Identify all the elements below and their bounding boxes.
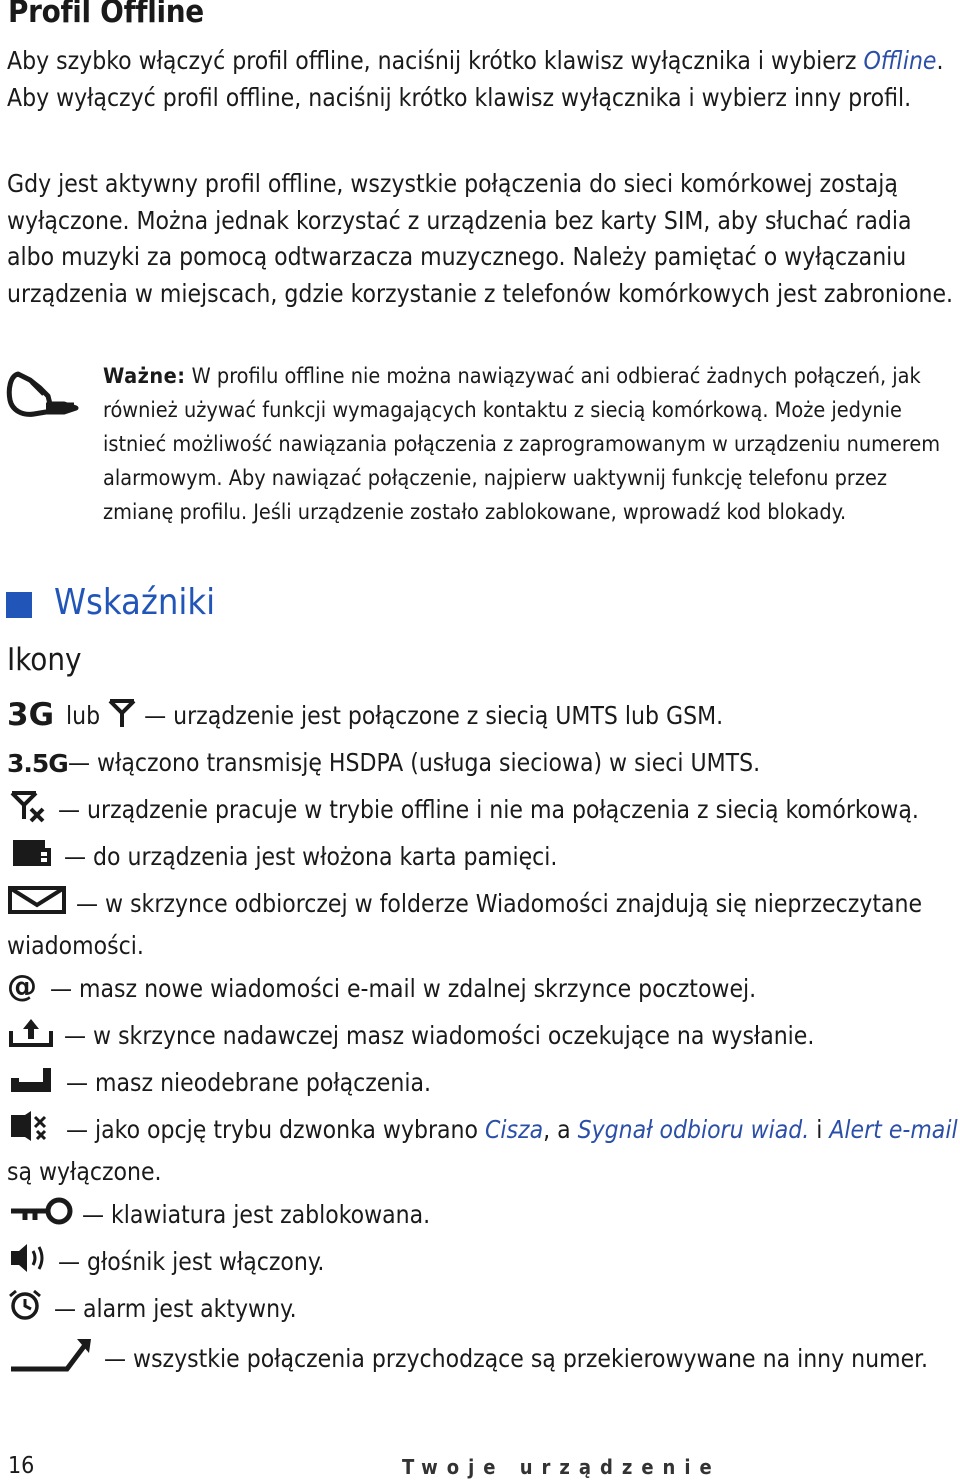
message-tone-option: Sygnał odbioru wiad. xyxy=(577,1115,810,1144)
paragraph-offline-toggle xyxy=(7,43,955,116)
indicator-text: — klawiatura jest zablokowana. xyxy=(82,1200,431,1229)
indicator-text: — w skrzynce odbiorczej w folderze Wiadomości znajdują się nieprzeczytane wiadomości. xyxy=(7,889,923,960)
indicator-text: — do urządzenia jest włożona karta pamięci. xyxy=(64,842,558,871)
antenna-icon xyxy=(107,695,137,739)
indicator-row xyxy=(7,1015,959,1059)
cisza-option: Cisza xyxy=(485,1115,544,1144)
indicator-row xyxy=(7,968,959,1012)
indicator-row xyxy=(7,883,959,964)
email-alert-option: Alert e-mail xyxy=(829,1115,958,1144)
offline-antenna-icon xyxy=(7,789,51,833)
indicator-text: — alarm jest aktywny. xyxy=(54,1294,297,1323)
indicator-text: są wyłączone. xyxy=(7,1157,162,1186)
key-icon xyxy=(7,1194,75,1238)
section-title: Wskaźniki xyxy=(54,582,216,623)
page-number: 16 xyxy=(8,1453,35,1479)
text-segment: . Aby wyłączyć profil offline, naciśnij krótko klawisz wyłącznika i wybierz inny profil. xyxy=(7,46,944,112)
indicator-text: — włączono transmisję HSDPA (usługa sieciowa) w sieci UMTS. xyxy=(68,748,761,777)
indicator-text: — w skrzynce nadawczej masz wiadomości oczekujące na wysłanie. xyxy=(64,1021,815,1050)
indicator-row xyxy=(7,1241,959,1285)
important-note xyxy=(103,360,958,530)
indicator-row xyxy=(7,1194,959,1238)
svg-text:3G: 3G xyxy=(7,697,55,733)
indicator-row xyxy=(7,1109,959,1190)
indicator-text: i xyxy=(809,1115,830,1144)
3g-icon xyxy=(7,695,59,739)
text-segment: Aby szybko włączyć profil offline, naciśnij krótko klawisz wyłącznika i wybierz xyxy=(7,46,864,75)
indicator-text: — masz nowe wiadomości e-mail w zdalnej skrzynce pocztowej. xyxy=(50,974,757,1003)
paragraph-offline-description: Gdy jest aktywny profil offline, wszystkie połączenia do sieci komórkowej zostają wyłączone. Można jednak korzystać z urządzenia bez karty SIM, aby słuchać radia albo muzyki za pomocą odtwarzacza muzycznego. Należy pamiętać o wyłączaniu urządzenia w miejscach, gdzie korzystanie z telefonów komórkowych jest zabronione. xyxy=(7,169,954,309)
at-icon xyxy=(7,968,43,1012)
divert-icon xyxy=(7,1335,97,1385)
important-text: W profilu offline nie można nawiązywać ani odbierać żadnych połączeń, jak również używać funkcji wymagających kontaktu z siecią komórkową. Może jedynie istnieć możliwość nawiązania połączenia z zaprogramowanym w urządzeniu numerem alarmowym. Aby nawiązać połączenie, najpierw uaktywnij funkcję telefonu przez zmianę profilu. Jeśli urządzenie zostało zablokowane, wprowadź kod blokady. xyxy=(103,364,941,525)
section-marker-square xyxy=(6,592,32,618)
offline-link: Offline xyxy=(863,46,937,75)
indicator-row xyxy=(7,1335,959,1385)
indicator-text: — głośnik jest włączony. xyxy=(58,1247,325,1276)
subsection-title: Ikony xyxy=(7,642,82,678)
indicator-text: , a xyxy=(543,1115,578,1144)
indicator-row xyxy=(7,1288,959,1332)
chapter-title: Twoje urządzenie xyxy=(402,1455,721,1479)
pointing-hand-icon xyxy=(6,368,78,424)
important-label: Ważne: xyxy=(103,364,186,389)
indicator-row xyxy=(7,836,959,880)
outbox-icon xyxy=(7,1015,57,1059)
page-title: Profil Offline xyxy=(8,0,204,30)
indicator-row xyxy=(7,695,959,739)
alarm-icon xyxy=(7,1288,47,1332)
indicator-text: — jako opcję trybu dzwonka wybrano xyxy=(66,1115,486,1144)
speaker-icon xyxy=(7,1241,51,1285)
svg-text:3.5G: 3.5G xyxy=(7,749,68,778)
indicator-text: — wszystkie połączenia przychodzące są przekierowywane na inny numer. xyxy=(104,1344,928,1373)
missed-call-icon xyxy=(7,1062,59,1106)
indicator-text: — urządzenie jest połączone z siecią UMTS lub GSM. xyxy=(144,701,724,730)
3-5g-icon xyxy=(7,742,68,786)
silent-icon xyxy=(7,1109,59,1153)
section-header xyxy=(6,582,215,623)
indicator-row xyxy=(7,742,959,786)
or-label: lub xyxy=(66,701,101,730)
indicator-row xyxy=(7,789,959,833)
indicator-text: — urządzenie pracuje w trybie offline i nie ma połączenia z siecią komórkową. xyxy=(58,795,919,824)
indicator-text: — masz nieodebrane połączenia. xyxy=(66,1068,431,1097)
indicator-row xyxy=(7,1062,959,1106)
memory-card-icon xyxy=(7,836,57,880)
svg-text:@: @ xyxy=(7,969,37,1004)
envelope-icon xyxy=(7,883,69,927)
